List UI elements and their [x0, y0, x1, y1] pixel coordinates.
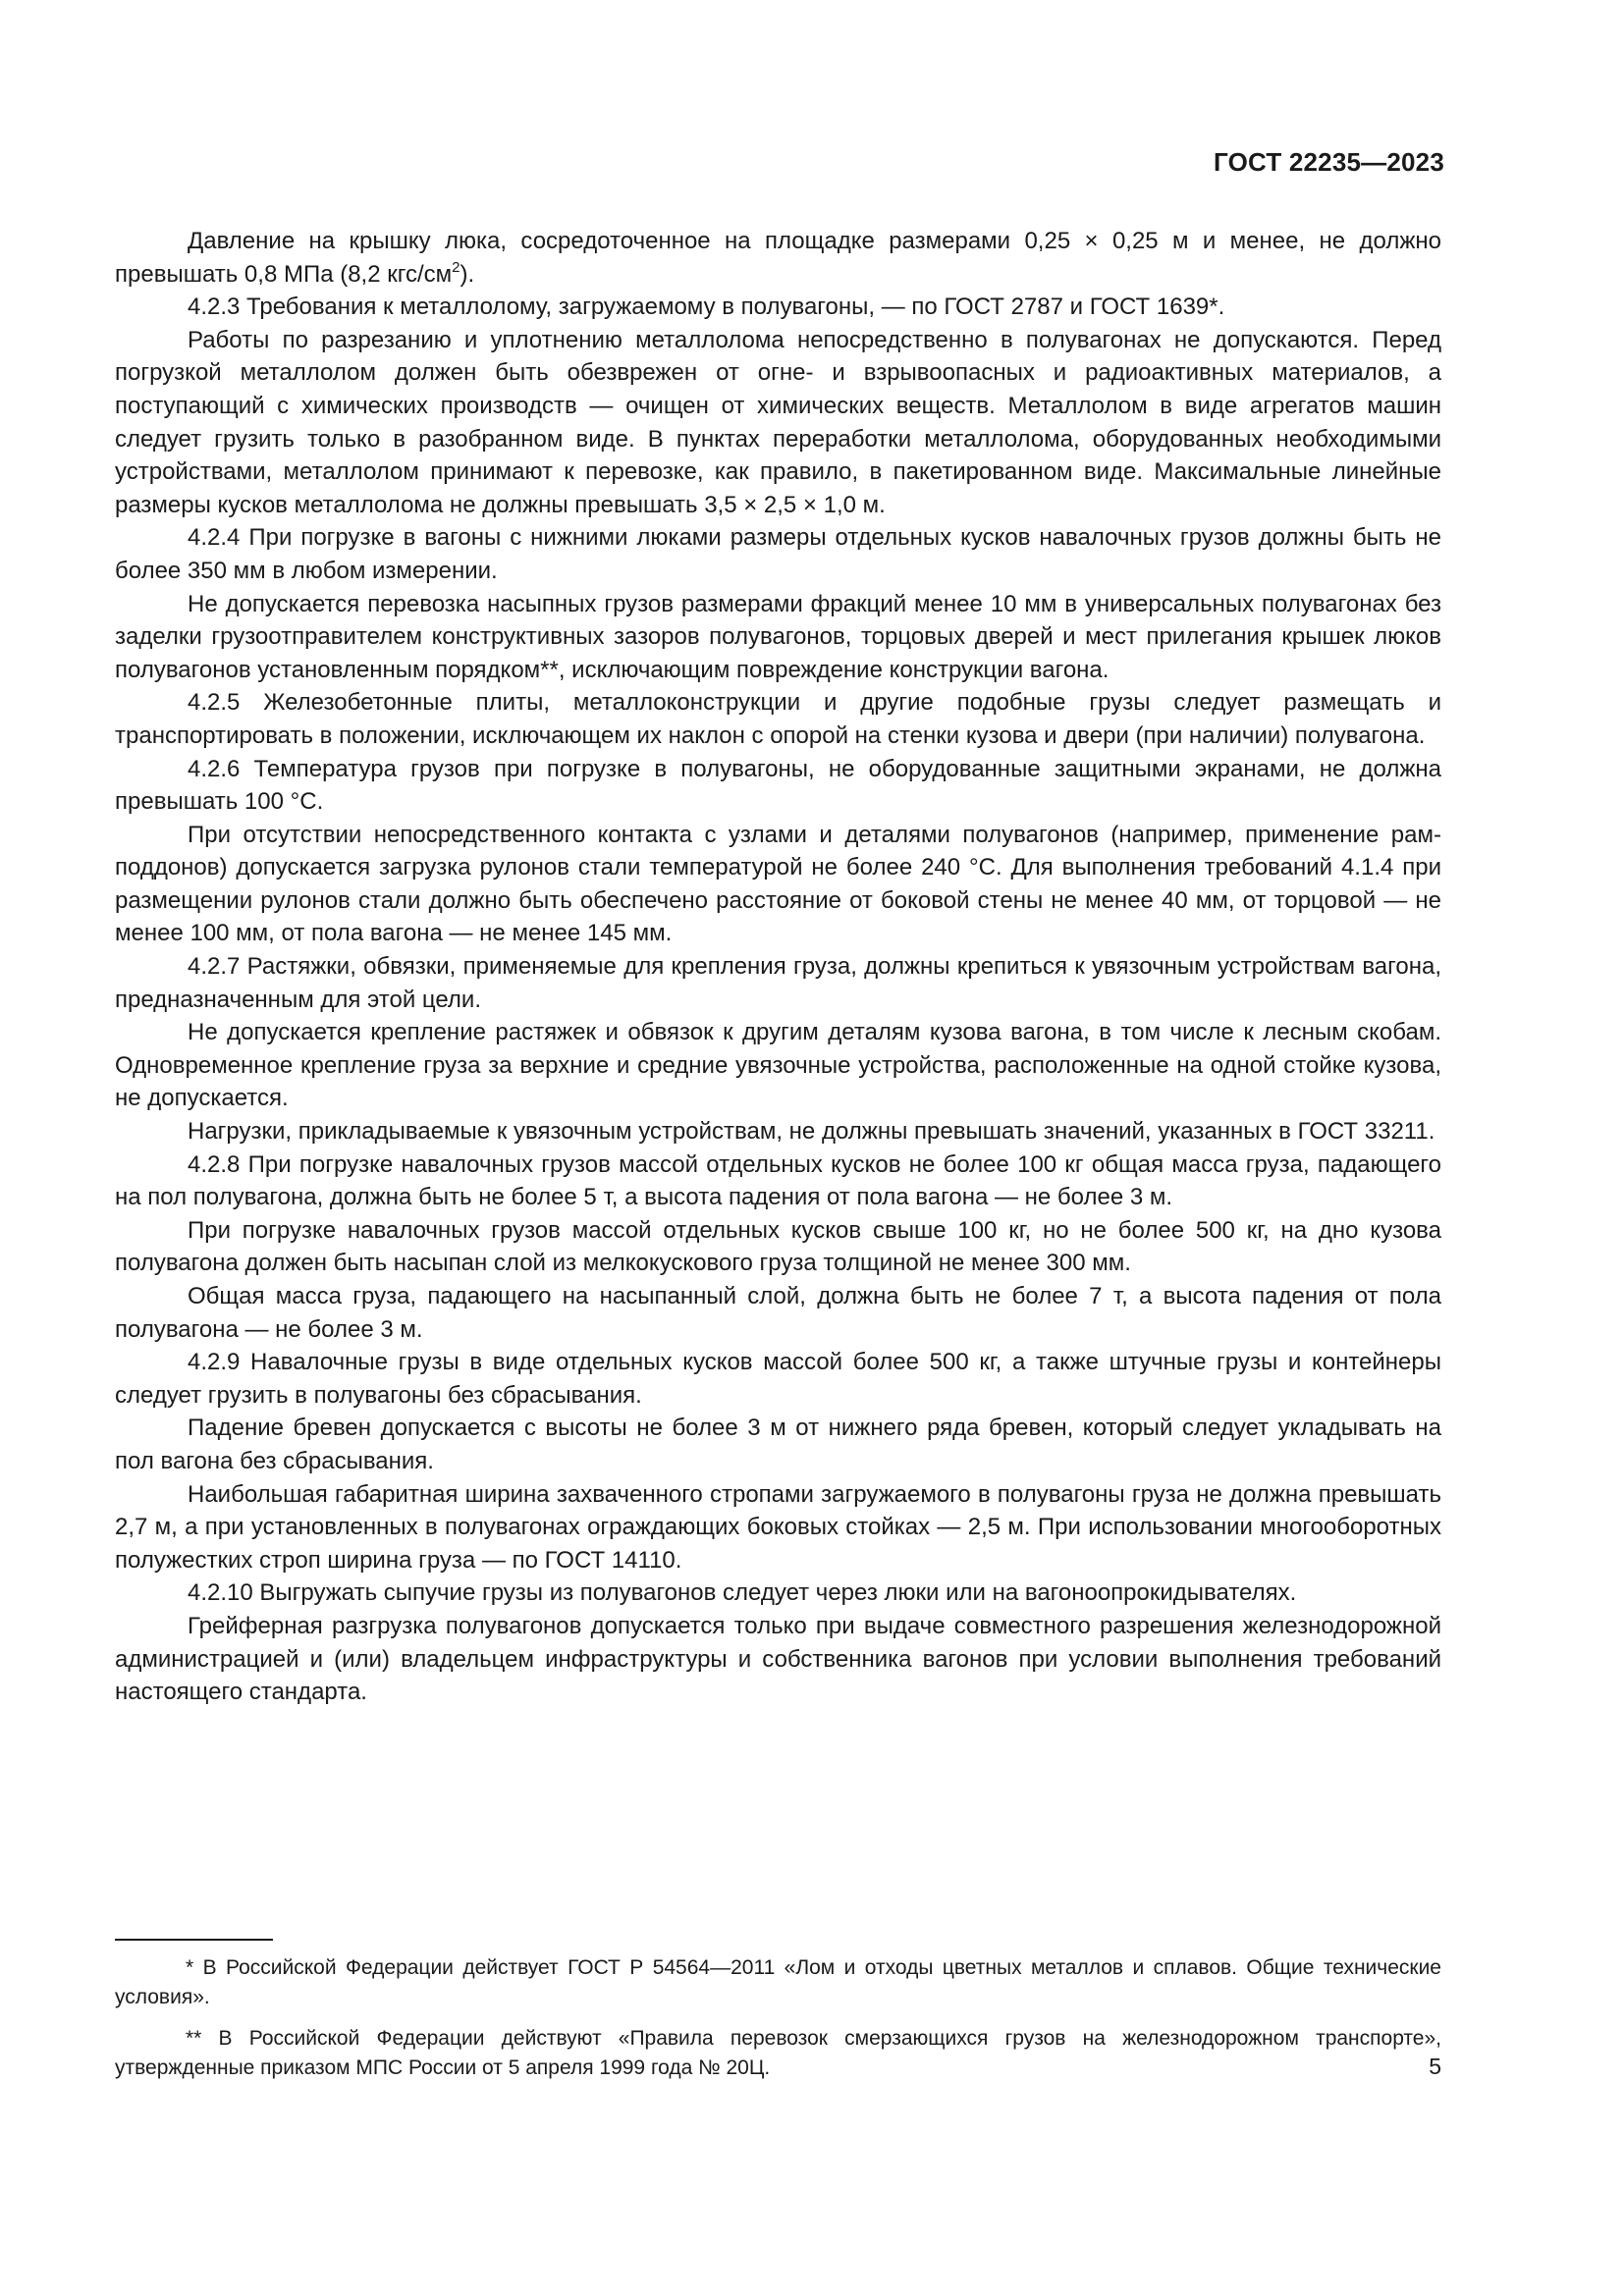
clause-4-2-4: 4.2.4 При погрузке в вагоны с нижними люками размеры отдельных кусков навалочных грузов должны быть не более 350 мм в любом измерении. [115, 524, 1441, 584]
clause-4-2-7: 4.2.7 Растяжки, обвязки, применяемые для крепления груза, должны крепиться к увязочным устройствам вагона, предназначенным для этой цели. [115, 953, 1441, 1013]
paragraph: Нагрузки, прикладываемые к увязочным устройствам, не должны превышать значений, указанных в ГОСТ 33211. [188, 1118, 1435, 1146]
paragraph: Работы по разрезанию и уплотнению металлолома непосредственно в полувагонах не допускаются. Перед погрузкой металлолом должен быть обезврежен от огне- и взрывоопасных и радиоактивных материалов, а поступающий с химических производств — очищен от химических веществ. Металлолом в виде агрегатов машин следует грузить только в разобранном виде. В пунктах переработки металлолома, оборудованных необходимыми устройствами, металлолом принимают к перевозке, как правило, в пакетированном виде. Максимальные линейные размеры кусков металлолома не должны превышать 3,5 × 2,5 × 1,0 м. [115, 326, 1441, 518]
paragraph: Наибольшая габаритная ширина захваченного стропами загружаемого в полувагоны груза не должна превышать 2,7 м, а при установленных в полувагонах ограждающих боковых стойках — 2,5 м. При использовании многооборотных полужестких строп ширина груза — по ГОСТ 14110. [115, 1480, 1441, 1574]
clause-4-2-10: 4.2.10 Выгружать сыпучие грузы из полувагонов следует через люки или на вагоноопрокидывателях. [188, 1579, 1297, 1607]
footnotes [115, 1953, 1441, 2095]
paragraph: Падение бревен допускается с высоты не более 3 м от нижнего ряда бревен, который следует укладывать на пол вагона без сбрасывания. [115, 1415, 1441, 1474]
clause-4-2-6: 4.2.6 Температура грузов при погрузке в полувагоны, не оборудованные защитными экранами, не должна превышать 100 °С. [115, 755, 1441, 816]
body-text [115, 225, 1441, 1709]
paragraph: Не допускается перевозка насыпных грузов размерами фракций менее 10 мм в универсальных полувагонах без заделки грузоотправителем конструктивных зазоров полувагонов, торцовых дверей и мест прилегания крышек люков полувагонов установленным порядком**, исключающим повреждение конструкции вагона. [115, 590, 1441, 683]
paragraph: При погрузке навалочных грузов массой отдельных кусков свыше 100 кг, но не более 500 кг, на дно кузова полувагона должен быть насыпан слой из мелкокускового груза толщиной не менее 300 мм. [115, 1216, 1441, 1277]
superscript: 2 [452, 258, 460, 276]
clause-4-2-9: 4.2.9 Навалочные грузы в виде отдельных кусков массой более 500 кг, а также штучные грузы и контейнеры следует грузить в полувагоны без сбрасывания. [115, 1349, 1441, 1409]
clause-4-2-5: 4.2.5 Железобетонные плиты, металлоконструкции и другие подобные грузы следует размещать и транспортировать в положении, исключающем их наклон с опорой на стенки кузова и двери (при наличии) полувагона. [115, 689, 1441, 749]
clause-4-2-3: 4.2.3 Требования к металлолому, загружаемому в полувагоны, — по ГОСТ 2787 и ГОСТ 1639*. [188, 294, 1225, 321]
footnote-2: ** В Российской Федерации действуют «Правила перевозок смерзающихся грузов на железнодорожном транспорте», утвержденные приказом МПС России от 5 апреля 1999 года № 20Ц. [115, 2027, 1441, 2079]
footnote-divider [115, 1939, 273, 1941]
paragraph: Грейферная разгрузка полувагонов допускается только при выдаче совместного разрешения железнодорожной администрацией и (или) владельцем инфраструктуры и собственника вагонов при условии выполнения требований настоящего стандарта. [115, 1612, 1441, 1706]
paragraph: При отсутствии непосредственного контакта с узлами и деталями полувагонов (например, применение рам-поддонов) допускается загрузка рулонов стали температурой не более 240 °С. Для выполнения требований 4.1.4 при размещении рулонов стали должно быть обеспечено расстояние от боковой стены не менее 40 мм, от торцовой — не менее 100 мм, от пола вагона — не менее 145 мм. [115, 821, 1441, 947]
page-number: 5 [1429, 2054, 1441, 2079]
paragraph: Давление на крышку люка, сосредоточенное на площадке размерами 0,25 × 0,25 м и менее, не должно превышать 0,8 МПа (8,2 кгс/$см^2$). [115, 228, 1441, 288]
paragraph: Не допускается крепление растяжек и обвязок к другим деталям кузова вагона, в том числе к лесным скобам. Одновременное крепление груза за верхние и средние увязочные устройства, расположенные на одной стойке кузова, не допускается. [115, 1019, 1441, 1112]
clause-4-2-8: 4.2.8 При погрузке навалочных грузов массой отдельных кусков не более 100 кг общая масса груза, падающего на пол полувагона, должна быть не более 5 т, а высота падения от пола вагона — не более 3 м. [115, 1150, 1441, 1211]
footnote-1: * В Российской Федерации действует ГОСТ Р 54564—2011 «Лом и отходы цветных металлов и сплавов. Общие технические условия». [115, 1956, 1441, 2008]
document-code: ГОСТ 22235—2023 [1214, 147, 1444, 177]
paragraph: Общая масса груза, падающего на насыпанный слой, должна быть не более 7 т, а высота падения от пола полувагона — не более 3 м. [115, 1283, 1441, 1343]
